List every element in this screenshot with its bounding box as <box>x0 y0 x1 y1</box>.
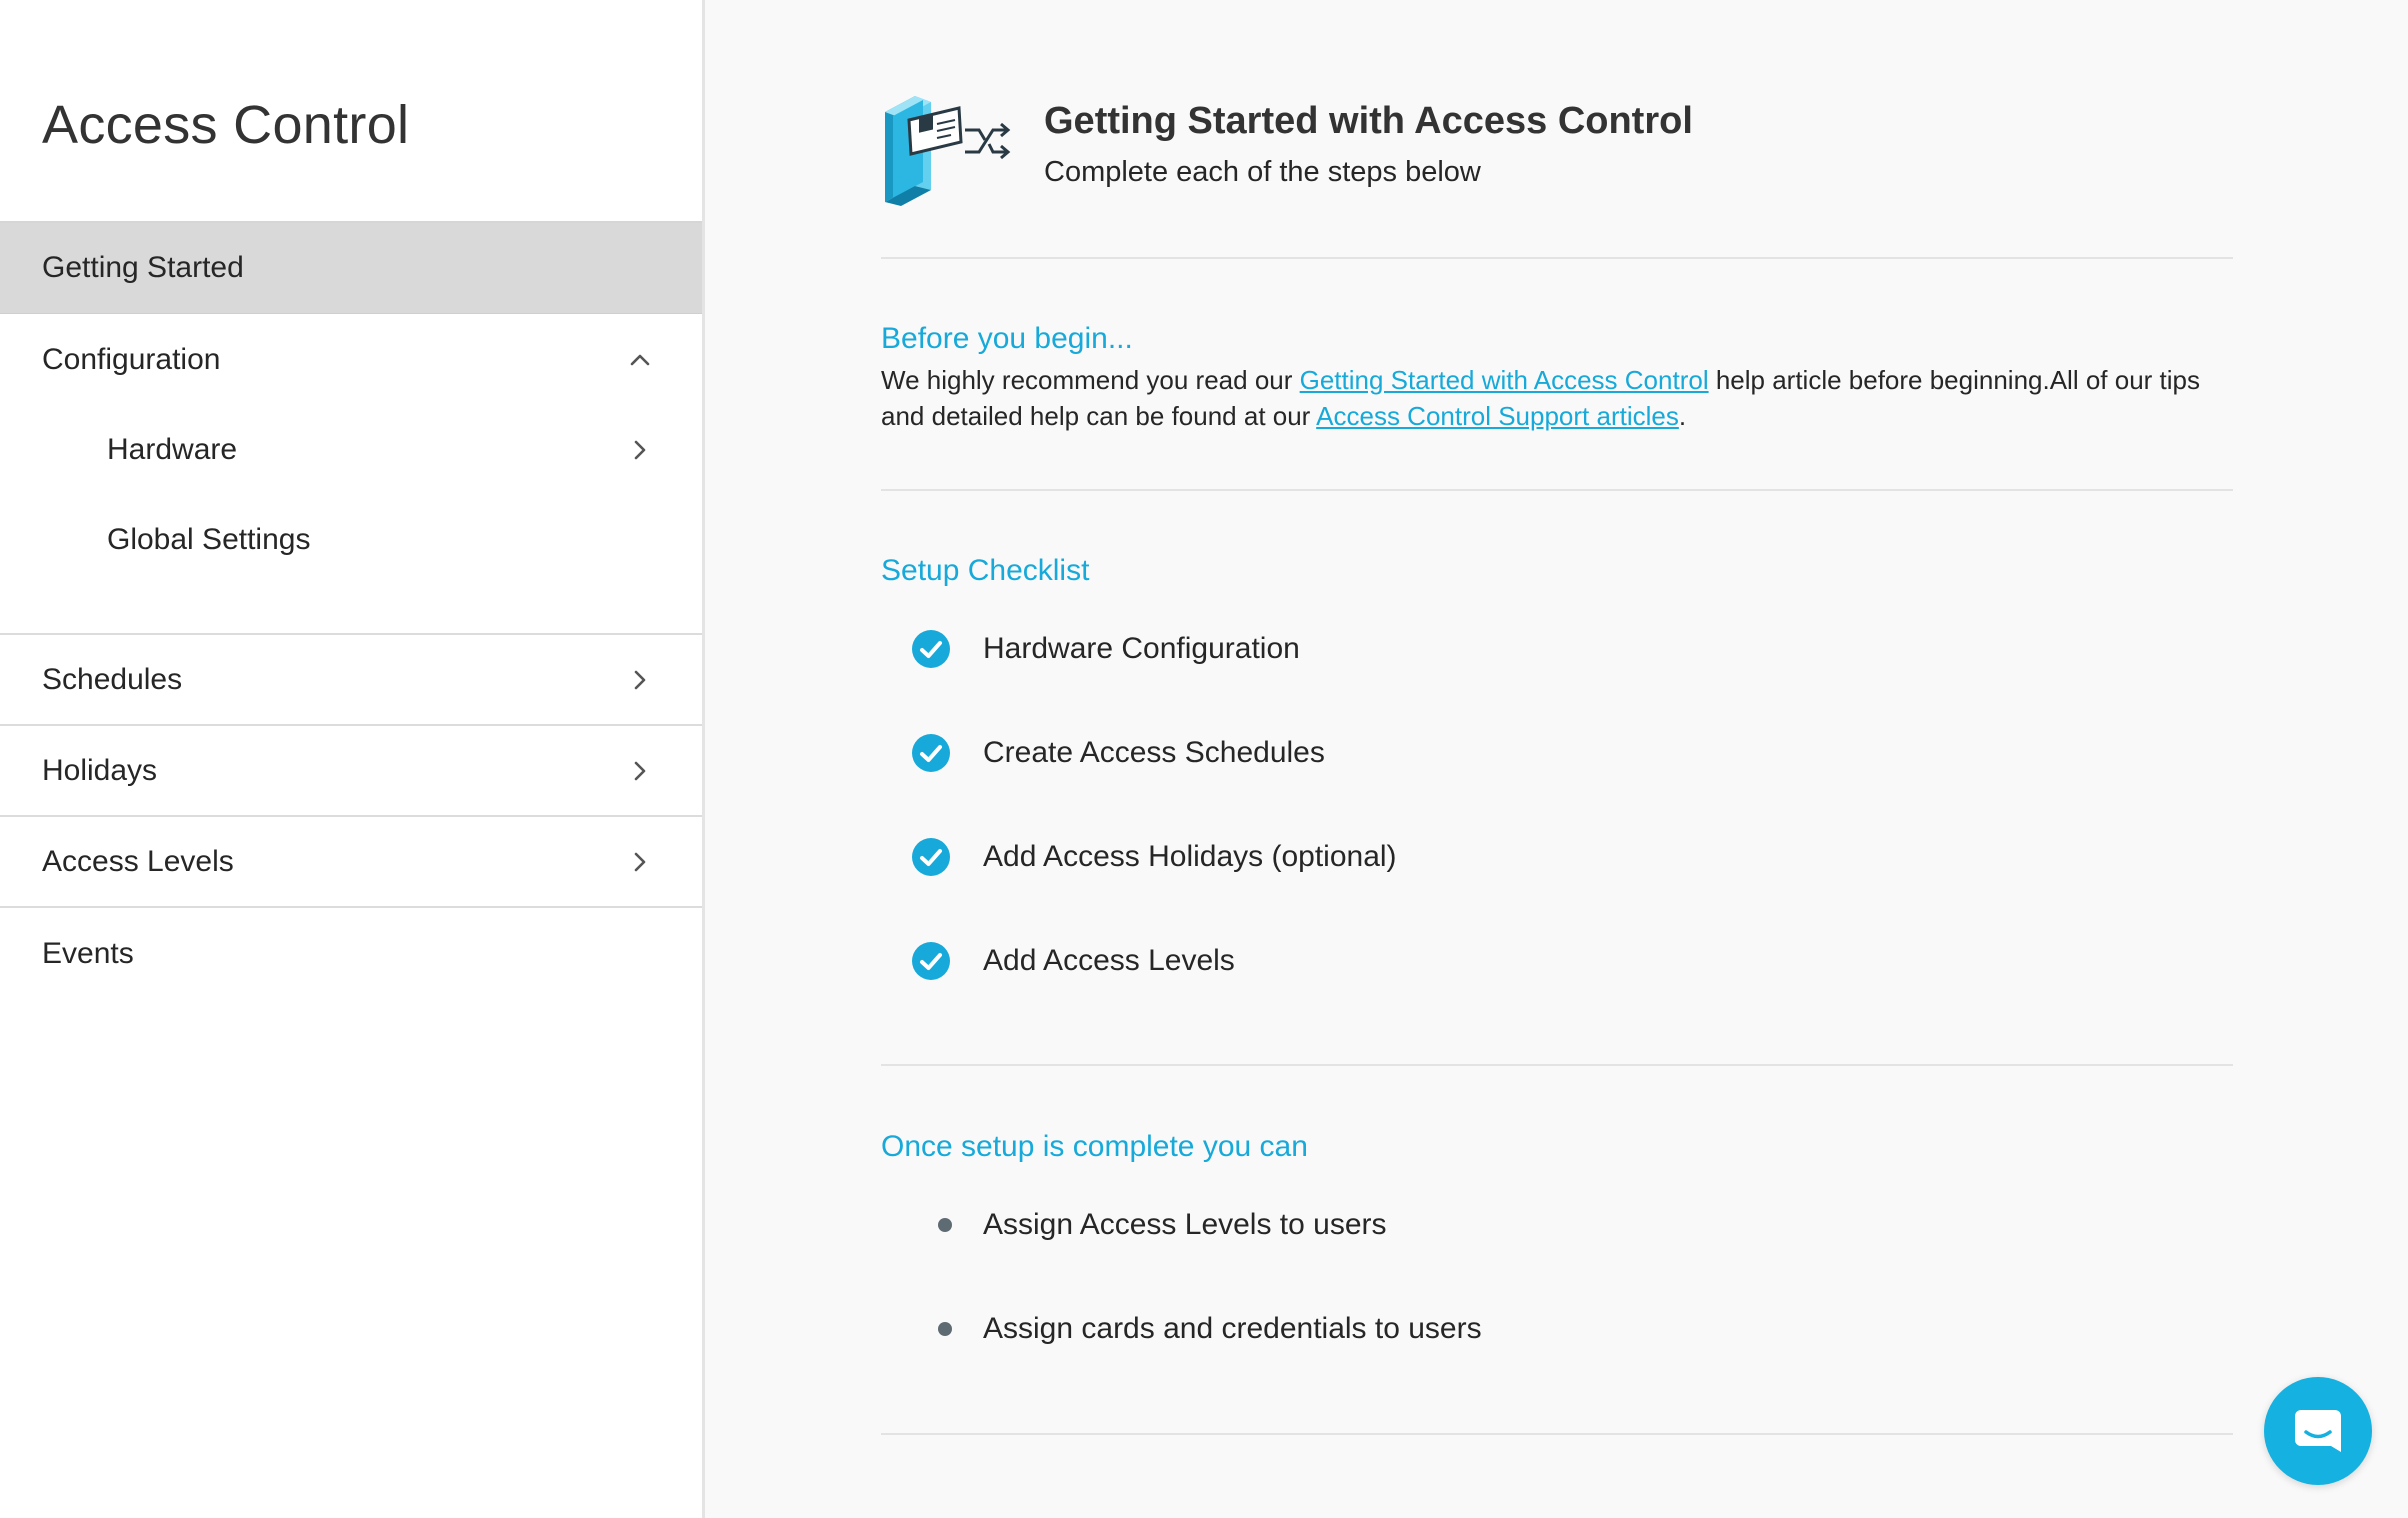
sidebar-item-label: Getting Started <box>42 251 244 284</box>
check-circle-icon <box>911 629 951 669</box>
page-subtitle: Complete each of the steps below <box>1044 156 1481 188</box>
sidebar-item-label: Configuration <box>42 342 221 376</box>
post-setup-heading: Once setup is complete you can <box>881 1130 1308 1163</box>
sidebar-item-hardware[interactable] <box>0 405 702 495</box>
sidebar-item-holidays[interactable] <box>0 726 702 817</box>
sidebar-item-access-levels[interactable] <box>0 817 702 908</box>
sidebar-nav <box>0 221 702 999</box>
sidebar-item-schedules[interactable] <box>0 635 702 726</box>
sidebar-item-label: Hardware <box>107 433 238 466</box>
checklist-item-label: Create Access Schedules <box>983 736 1325 769</box>
check-circle-icon <box>911 733 951 773</box>
checklist-item <box>911 731 951 775</box>
chat-icon <box>2291 1404 2345 1458</box>
checklist-item <box>911 627 951 671</box>
checklist-item-label: Add Access Holidays (optional) <box>983 840 1397 873</box>
sidebar-item-label: Global Settings <box>107 523 311 556</box>
chevron-right-icon <box>628 438 652 462</box>
checklist-item <box>911 939 951 983</box>
sidebar-item-label: Schedules <box>42 662 183 696</box>
configuration-group <box>0 314 702 635</box>
checklist-item <box>911 835 951 879</box>
checklist-item-label: Hardware Configuration <box>983 632 1300 665</box>
check-circle-icon <box>911 941 951 981</box>
sidebar-item-label: Events <box>42 936 134 970</box>
bullet-icon <box>938 1218 952 1232</box>
support-articles-link[interactable]: Access Control Support articles <box>1316 401 1679 431</box>
divider <box>881 489 2233 491</box>
intro-paragraph <box>881 362 2211 434</box>
post-setup-item: Assign Access Levels to users <box>983 1208 1387 1241</box>
getting-started-article-link[interactable]: Getting Started with Access Control <box>1299 365 1709 395</box>
chat-launcher-button[interactable] <box>2264 1377 2372 1485</box>
chevron-right-icon <box>628 668 652 692</box>
sidebar-item-configuration[interactable] <box>0 314 702 405</box>
intro-text-part: We highly recommend you read our <box>881 365 1300 395</box>
checklist-item-label: Add Access Levels <box>983 944 1235 977</box>
app-title: Access Control <box>42 95 410 155</box>
access-control-door-icon <box>879 82 1015 206</box>
check-circle-icon <box>911 837 951 877</box>
main-content <box>705 0 2408 1518</box>
chevron-right-icon <box>628 850 652 874</box>
intro-text-part: . <box>1678 401 1687 431</box>
sidebar-item-global-settings[interactable] <box>0 495 702 585</box>
sidebar <box>0 0 705 1518</box>
bullet-icon <box>938 1322 952 1336</box>
before-heading: Before you begin... <box>881 322 1133 355</box>
checklist-heading: Setup Checklist <box>881 554 1090 587</box>
chevron-right-icon <box>628 759 652 783</box>
intro-text-part: help article before beginning.All of our tips and detailed help can be found at our <box>881 365 2201 431</box>
sidebar-item-label: Holidays <box>42 753 158 787</box>
divider <box>881 257 2233 259</box>
chevron-up-icon[interactable] <box>628 348 652 372</box>
divider <box>881 1064 2233 1066</box>
sidebar-item-getting-started[interactable] <box>0 223 702 314</box>
page-title: Getting Started with Access Control <box>1044 100 1693 142</box>
sidebar-item-events[interactable] <box>0 908 702 999</box>
divider <box>881 1433 2233 1435</box>
sidebar-item-label: Access Levels <box>42 844 234 878</box>
post-setup-item: Assign cards and credentials to users <box>983 1312 1482 1345</box>
